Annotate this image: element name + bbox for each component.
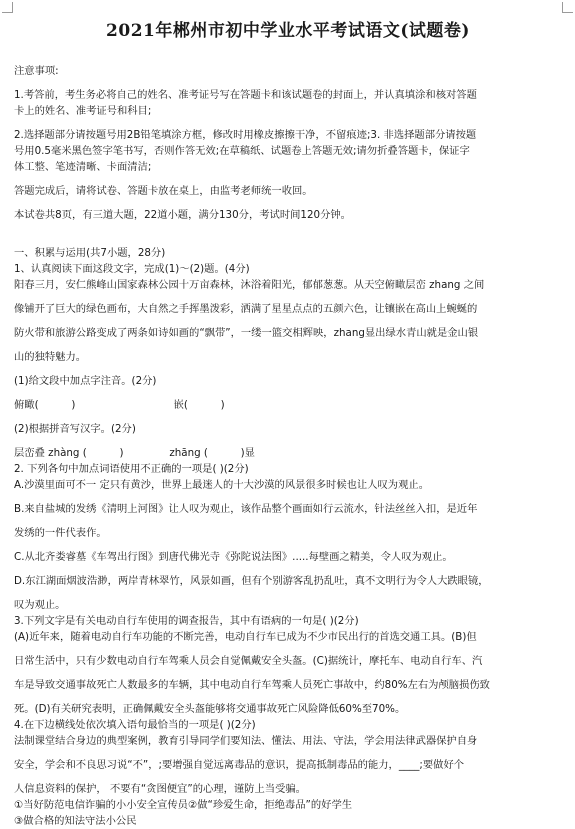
notes-line: 答题完成后，请将试卷、答题卡放在桌上，由监考老师统一收回。 bbox=[14, 185, 313, 197]
passage-line: 车是导致交通事故死亡人数最多的车辆，其中电动自行车驾乘人员死亡事故中，约80%左右为颅脑损伤致 bbox=[14, 679, 490, 691]
page-title: 2021年郴州市初中学业水平考试语文(试题卷) bbox=[106, 21, 470, 41]
passage-line: 像铺开了巨大的绿色画布，大自然之手挥墨泼彩，洒满了星星点点的五颜六色，让镶嵌在高山上蜿蜒的 bbox=[14, 303, 478, 315]
choice-item: ③做合格的知法守法小公民 bbox=[14, 815, 137, 827]
question-stem: 2. 下列各句中加点词语使用不正确的一项是( )(2分) bbox=[14, 463, 249, 475]
option-d-continued: 叹为观止。 bbox=[14, 599, 66, 611]
question-2 bbox=[14, 461, 562, 613]
passage-line: 死。(D)有关研究表明，正确佩戴安全头盔能够将交通事故死亡风险降低60%至70%。 bbox=[14, 703, 406, 715]
crop-mark-top-right bbox=[562, 2, 573, 13]
notes-line: 号用0.5毫米黑色签字笔书写，否则作答无效;在草稿纸、试题卷上答题无效;请勿折叠答题卡，保证字 bbox=[14, 145, 470, 157]
passage-line: 防火带和旅游公路变成了两条如诗如画的“飘带”，一缕一篮交相辉映，zhang显出绿水青山就是金山银 bbox=[14, 327, 479, 339]
option-b-continued: 发绣的一件代表作。 bbox=[14, 527, 107, 539]
exam-page bbox=[14, 12, 562, 829]
passage-line: 山的独特魅力。 bbox=[14, 351, 87, 363]
option-b: B.来自盐城的发绣《清明上河图》让人叹为观止，该作品整个画面如行云流水，针法丝丝入扣，是近年 bbox=[14, 503, 478, 515]
answer-blanks: 层峦叠 zhàng ( ) zhāng ( )显 bbox=[14, 447, 255, 459]
question-4 bbox=[14, 717, 562, 829]
passage-line: 阳春三月，安仁熊峰山国家森林公园十万亩森林，沐浴着阳光，郁郁葱葱。从天空俯瞰层峦 zhang 之间 bbox=[14, 279, 485, 291]
question-1 bbox=[14, 261, 562, 461]
passage-line: (A)近年来，随着电动自行车功能的不断完善，电动自行车已成为不少市民出行的首选交通工具。(B)但 bbox=[14, 631, 477, 643]
passage-line: 安全，学会和不良思习说“不”，;要增强自觉远离毒品的意识，提高抵制毒品的能力，____;要做好个 bbox=[14, 759, 465, 771]
subquestion: (2)根据拼音写汉字。(2分) bbox=[14, 423, 136, 435]
question-stem: 4.在下边横线处依次填入语句最恰当的一项是( )(2分) bbox=[14, 719, 256, 731]
option-c: C.从北齐娄睿墓《车驾出行图》到唐代佛光寺《弥陀说法图》.....每壁画之精美，令人叹为观止。 bbox=[14, 551, 453, 563]
question-3 bbox=[14, 613, 562, 717]
section-heading: 一、积累与运用(共7小题，28分) bbox=[14, 247, 166, 259]
question-stem: 1、认真阅读下面这段文字，完成(1)～(2)题。(4分) bbox=[14, 263, 250, 275]
notes-line: 2.选择题部分请按题号用2B铅笔填涂方框，修改时用橡皮擦擦干净，不留痕迹;3. 非选择题部分请按题 bbox=[14, 129, 477, 141]
notes-line: 体工整、笔迹清晰、卡面清洁; bbox=[14, 161, 152, 173]
notes-heading: 注意事项: bbox=[14, 65, 59, 77]
notes-line: 卡上的姓名、准考证号和科目; bbox=[14, 105, 152, 117]
passage-line: 法制课堂结合身边的典型案例，教育引导同学们要知法、懂法、用法、守法，学会用法律武器保护自身 bbox=[14, 735, 478, 747]
crop-mark-top-left bbox=[2, 2, 13, 13]
passage-line: 日常生活中，只有少数电动自行车驾乘人员会自觉佩戴安全头盔。(C)据统计，摩托车、电动自行车、汽 bbox=[14, 655, 483, 667]
subquestion: (1)给文段中加点字注音。(2分) bbox=[14, 375, 157, 387]
notes-line: 1.考答前，考生务必将自己的姓名、准考证号写在答题卡和该试题卷的封面上，并认真填涂和核对答题 bbox=[14, 89, 477, 101]
passage-line: 人信息资料的保护， 不要有“贪图便宜”的心理，谨防上当受骗。 bbox=[14, 783, 306, 795]
option-a: A.沙漠里面可不一 定只有黄沙，世界上最迷人的十大沙漠的风景很多时候也让人叹为观止。 bbox=[14, 479, 429, 491]
option-d: D.东江湖面烟波浩渺，两岸青林翠竹，风景如画，但有个别游客乱扔乱吐，真不文明行为令人大跌眼镜， bbox=[14, 575, 489, 587]
notes-block bbox=[14, 63, 562, 223]
answer-blanks: 俯瞰( ) 嵌( ) bbox=[14, 399, 225, 411]
notes-line: 本试卷共8页，有三道大题，22道小题，满分130分，考试时间120分钟。 bbox=[14, 209, 351, 221]
question-stem: 3.下列文字是有关电动自行车使用的调查报告，其中有语病的一句是( )(2分) bbox=[14, 615, 359, 627]
choice-item: ①当好防范电信诈骗的小小安全宣传员②做“珍爱生命，拒绝毒品”的好学生 bbox=[14, 799, 353, 811]
